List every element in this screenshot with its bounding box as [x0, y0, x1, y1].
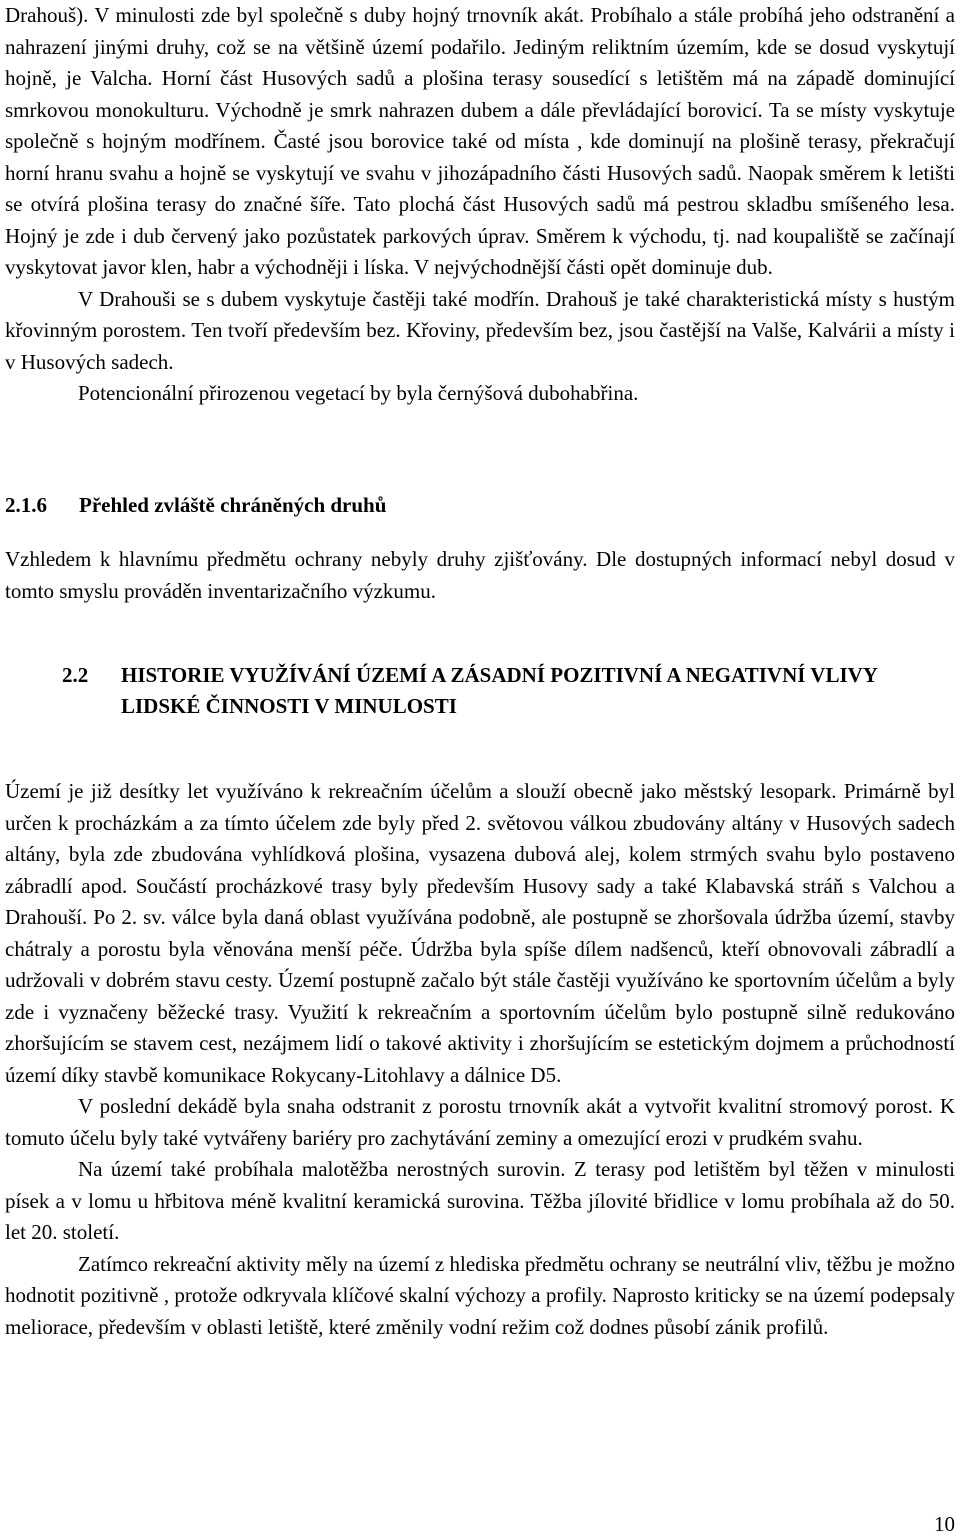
- intro-paragraph-1: Drahouš). V minulosti zde byl společně s duby hojný trnovník akát. Probíhalo a stále probíhá jeho odstranění a nahrazení jinými druhy, což se na většině území podařilo. Jediným reliktním územím, kde se dosud vyskytují hojně, je Valcha. Horní část Husových sadů a plošina terasy sousedící s letištěm má na západě dominující smrkovou monokulturu. Východně je smrk nahrazen dubem a dále převládající borovicí. Ta se místy vyskytuje společně s hojným modřínem. Časté jsou borovice také od místa , kde dominují na plošině terasy, překračují horní hranu svahu a hojně se vyskytují ve svahu v jihozápadního části Husových sadů. Naopak směrem k letišti se otvírá plošina terasy do značné šíře. Tato plochá část Husových sadů má pestrou skladbu smíšeného lesa. Hojný je zde i dub červený jako pozůstatek parkových úprav. Směrem k východu, tj. nad koupaliště se začínají vyskytovat javor klen, habr a východněji i líska. V nejvýchodnější části opět dominuje dub.: [5, 3, 955, 279]
- section-2-2-title: HISTORIE VYUŽÍVÁNÍ ÚZEMÍ A ZÁSADNÍ POZITIVNÍ A NEGATIVNÍ VLIVY LIDSKÉ ČINNOSTI V MINULOSTI: [121, 663, 878, 718]
- section-2-2-heading: [5, 660, 955, 722]
- section-2-1-6-body: [5, 544, 955, 607]
- section-2-2-paragraph-2: V poslední dekádě byla snaha odstranit z porostu trnovník akát a vytvořit kvalitní stromový porost. K tomuto účelu byly také vytvářeny bariéry pro zachytávání zeminy a omezující erozi v prudkém svahu.: [5, 1094, 955, 1150]
- section-2-2-paragraph-1: Území je již desítky let využíváno k rekreačním účelům a slouží obecně jako městský lesopark. Primárně byl určen k procházkám a za tímto účelem zde byly před 2. světovou válkou zbudovány altány v Husových sadech altány, byla zde zbudována vyhlídková plošina, vysazena dubová alej, kolem strmých svahu bylo postaveno zábradlí apod. Součástí procházkové trasy byly především Husovy sady a také Klabavská stráň s Valchou a Drahouší. Po 2. sv. válce byla daná oblast využívána podobně, ale postupně se zhoršovala údržba území, stavby chátraly a porostu byla věnována menší péče. Údržba byla spíše dílem nadšenců, kteří obnovovali zábradlí a udržovali v dobrém stavu cesty. Území postupně začalo být stále častěji využíváno ke sportovním účelům a byly zde i vyznačeny běžecké trasy. Využití k rekreačním a sportovním účelům bylo postupně silně redukováno zhoršujícím se stavem cest, nezájmem lidí o takové aktivity i zhoršujícím se estetickým dojmem a průchodností území díky stavbě komunikace Rokycany-Litohlavy a dálnice D5.: [5, 779, 955, 1087]
- intro-paragraph-3: Potencionální přirozenou vegetací by byla černýšová dubohabřina.: [78, 381, 639, 405]
- section-2-1-6-title: Přehled zvláště chráněných druhů: [79, 493, 387, 517]
- section-2-1-6-number: 2.1.6: [5, 493, 47, 517]
- section-2-2-paragraph-3: Na území také probíhala malotěžba nerostných surovin. Z terasy pod letištěm byl těžen v minulosti písek a v lomu u hřbitova méně kvalitní keramická surovina. Těžba jílovité břidlice v lomu probíhala až do 50. let 20. století.: [5, 1157, 955, 1244]
- section-2-2-paragraph-4: Zatímco rekreační aktivity měly na území z hlediska předmětu ochrany se neutrální vliv, těžbu je možno hodnotit pozitivně , protože odkryvala klíčové skalní výchozy a profily. Naprosto kriticky se na území podepsaly meliorace, především v oblasti letiště, které změnily vodní režim což dodnes působí zánik profilů.: [5, 1251, 955, 1339]
- section-2-1-6-paragraph: Vzhledem k hlavnímu předmětu ochrany nebyly druhy zjišťovány. Dle dostupných informací nebyl dosud v tomto smyslu prováděn inventarizačního výzkumu.: [5, 547, 955, 603]
- section-2-2-body: [5, 776, 955, 1343]
- page-number: 10: [934, 1512, 955, 1536]
- section-2-2-number: 2.2: [62, 663, 89, 687]
- intro-paragraph-2: V Drahouši se s dubem vyskytuje častěji také modřín. Drahouš je také charakteristická místy s hustým křovinným porostem. Ten tvoří především bez. Křoviny, především bez, jsou častější na Valše, Kalvárii a místy i v Husových sadech.: [5, 286, 955, 374]
- intro-block: [5, 0, 955, 410]
- section-2-1-6-heading: [5, 490, 386, 521]
